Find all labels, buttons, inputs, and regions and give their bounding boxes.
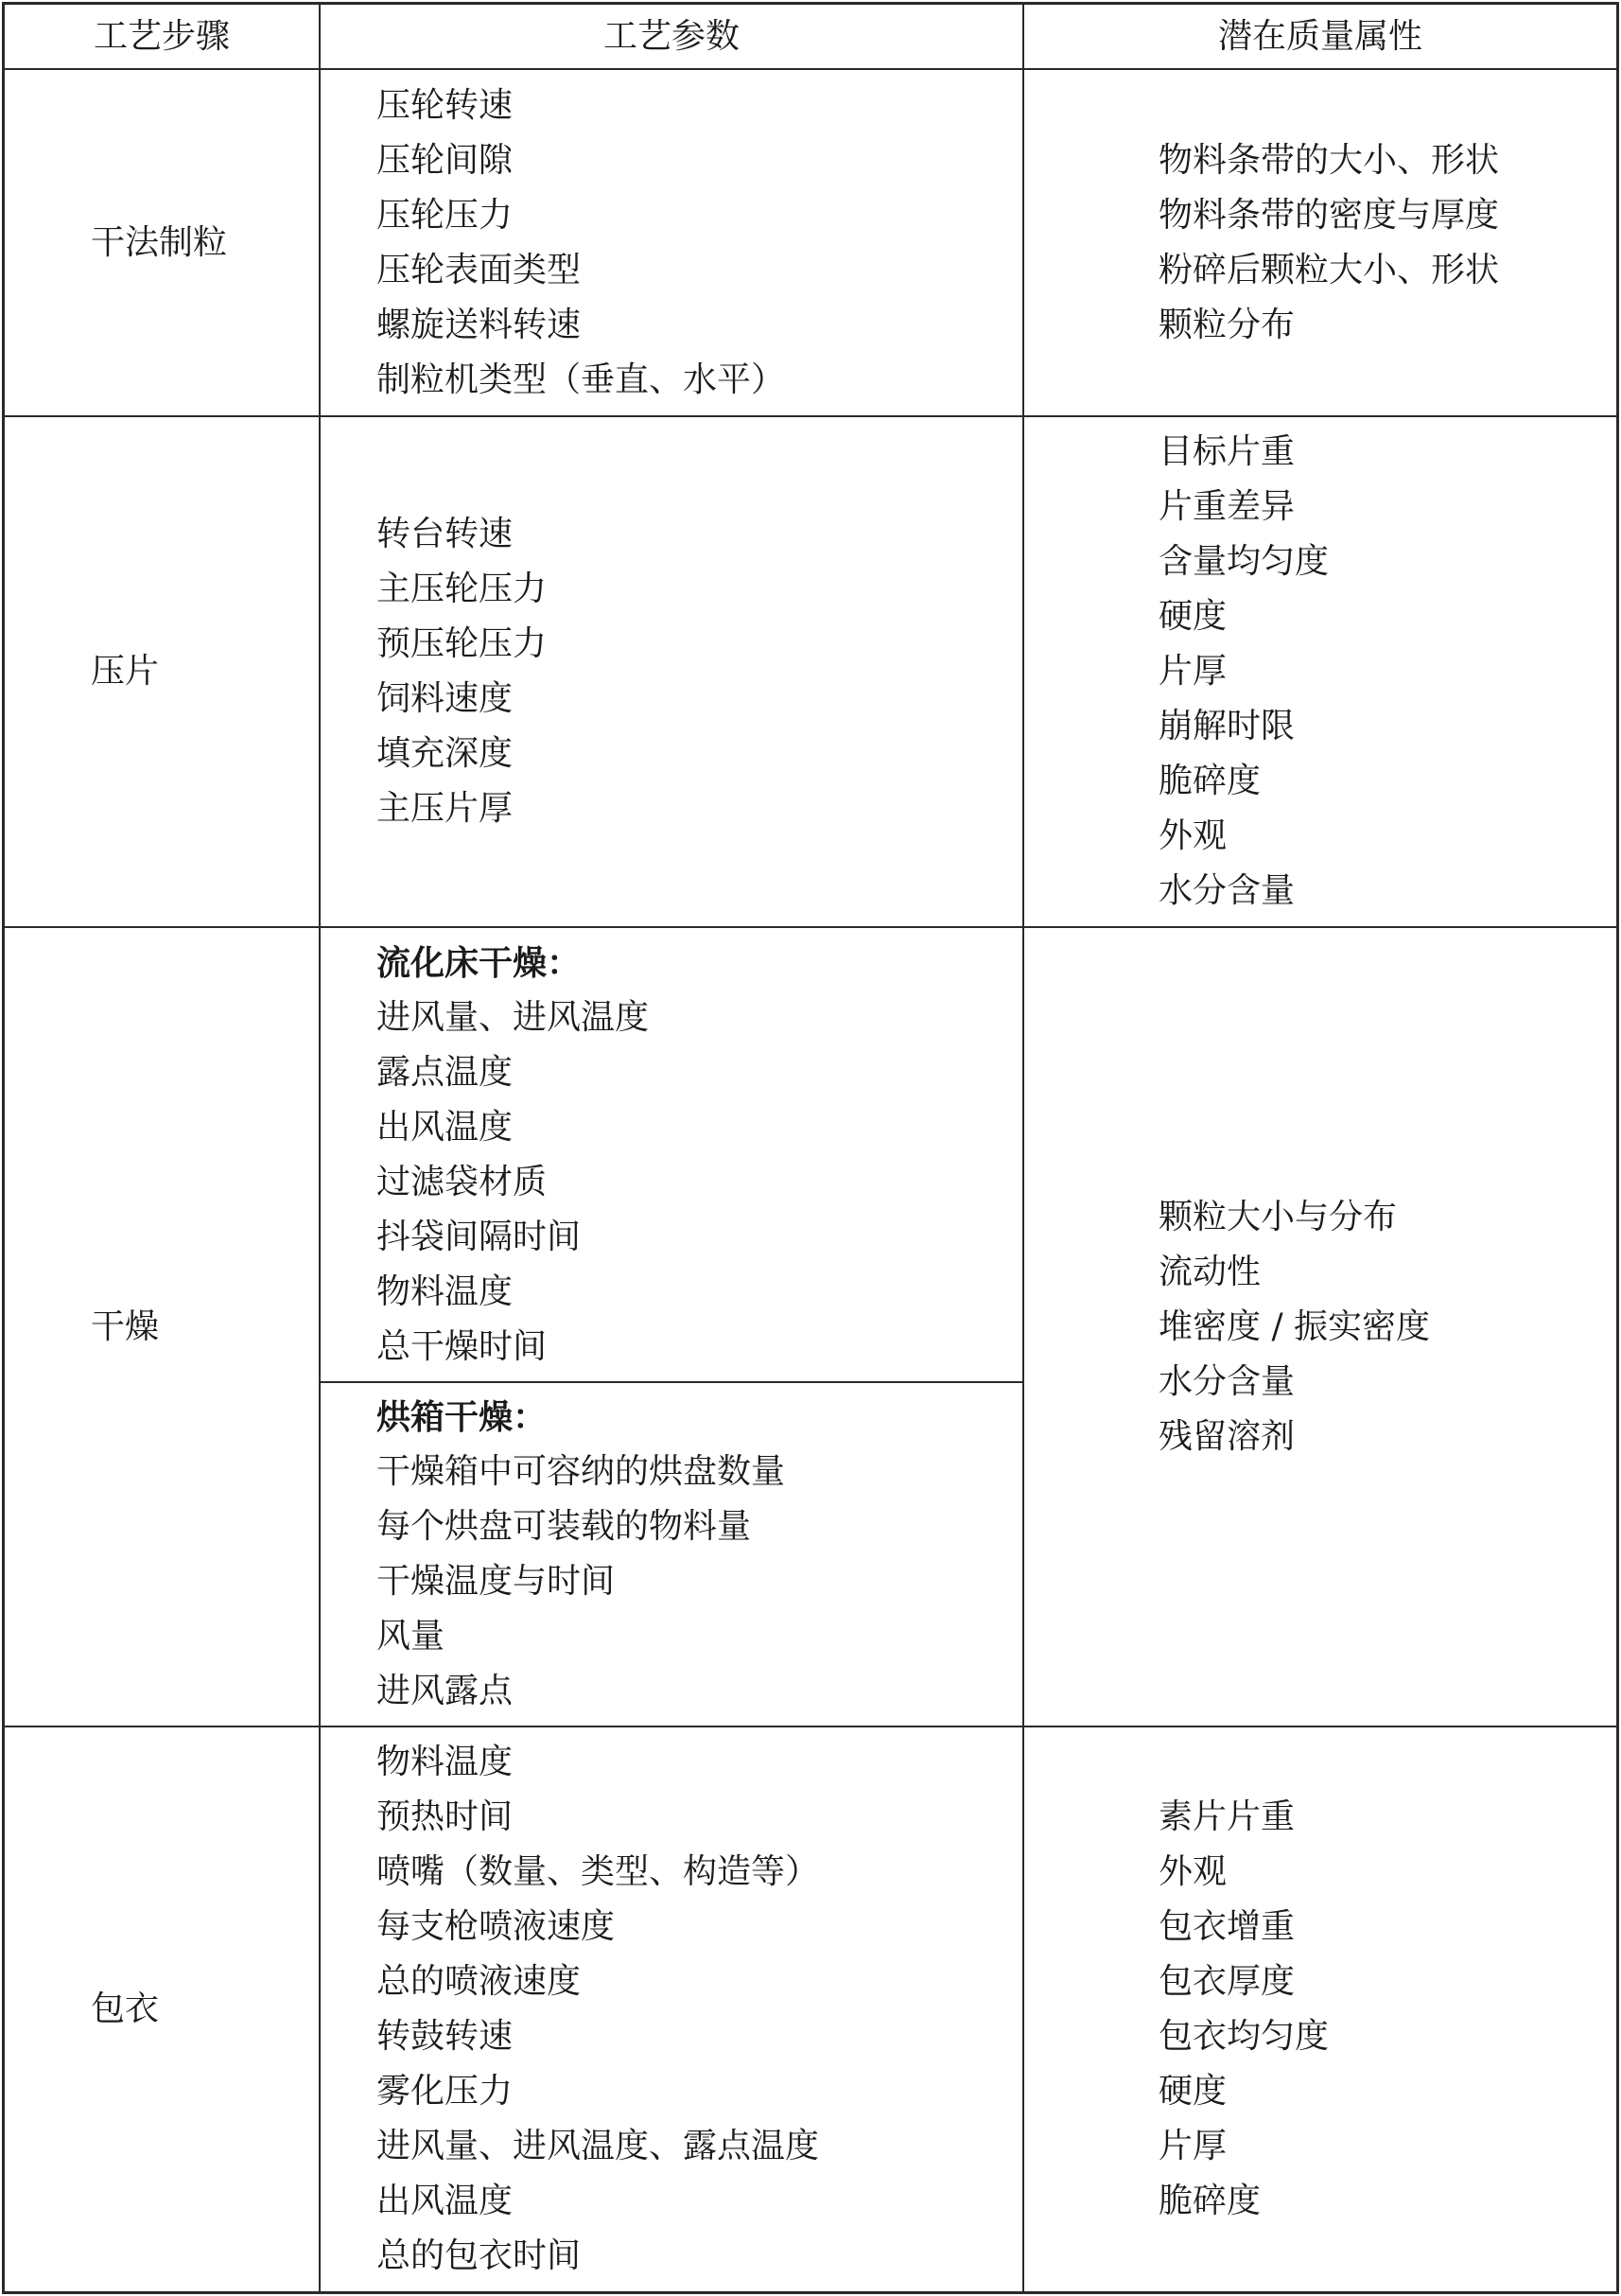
param-item: 主压片厚: [376, 789, 514, 828]
param-item: 预压轮压力: [376, 624, 548, 663]
param-item: 物料温度: [376, 1271, 514, 1311]
param-item: 转鼓转速: [376, 2017, 514, 2056]
row-params-fluid-bed-drying: [376, 928, 1020, 1381]
param-item: 出风温度: [376, 2182, 514, 2220]
row-step-coating: 包衣: [91, 1989, 160, 2028]
row-attributes-coating: [1159, 1727, 1612, 2291]
attribute-item: 片厚: [1159, 2127, 1228, 2165]
table-border-bottom: [2, 2291, 1619, 2294]
attribute-item: 硬度: [1159, 597, 1228, 636]
attribute-item: 流动性: [1159, 1252, 1262, 1291]
param-item: 压轮转速: [376, 85, 514, 125]
row-step-drying: 干燥: [91, 1306, 160, 1346]
row-params-coating: [376, 1727, 1020, 2291]
param-item: 总的喷液速度: [376, 1962, 582, 2001]
row-attributes-drying: [1159, 928, 1612, 1726]
attribute-item: 水分含量: [1159, 1361, 1296, 1401]
param-item: 每个烘盘可装载的物料量: [376, 1507, 752, 1546]
attribute-item: 堆密度 / 振实密度: [1159, 1306, 1431, 1346]
attribute-item: 外观: [1159, 1852, 1228, 1891]
attribute-item: 硬度: [1159, 2072, 1228, 2111]
param-item: 干燥温度与时间: [376, 1562, 616, 1601]
attribute-item: 包衣均匀度: [1159, 2017, 1330, 2056]
table-border-left: [2, 2, 5, 2294]
param-item: 转台转速: [376, 515, 514, 553]
param-item: 进风量、进风温度、露点温度: [376, 2127, 820, 2165]
row-params-oven-drying: [376, 1383, 1020, 1726]
attribute-item: 颗粒大小与分布: [1159, 1197, 1398, 1236]
attribute-item: 片重差异: [1159, 487, 1296, 526]
param-item: 总干燥时间: [376, 1326, 548, 1366]
param-group-heading: 烘箱干燥：: [376, 1397, 548, 1437]
row-step-tableting: 压片: [91, 652, 160, 691]
param-item: 压轮压力: [376, 195, 514, 235]
param-item: 风量: [376, 1617, 445, 1656]
row-params-dry-granulation: [376, 70, 1020, 415]
param-item: 干燥箱中可容纳的烘盘数量: [376, 1452, 786, 1491]
param-item: 总的包衣时间: [376, 2236, 582, 2275]
attribute-item: 物料条带的密度与厚度: [1159, 195, 1500, 235]
attribute-item: 包衣增重: [1159, 1907, 1296, 1946]
table-border-right: [1616, 2, 1619, 2294]
param-item: 物料温度: [376, 1743, 514, 1781]
attribute-item: 残留溶剂: [1159, 1416, 1296, 1456]
attribute-item: 崩解时限: [1159, 707, 1296, 745]
attribute-item: 脆碎度: [1159, 762, 1262, 800]
header-params: 工艺参数: [602, 16, 740, 56]
attribute-item: 颗粒分布: [1159, 305, 1296, 344]
param-item: 喷嘴（数量、类型、构造等）: [376, 1852, 820, 1891]
attribute-item: 含量均匀度: [1159, 542, 1330, 581]
param-item: 压轮表面类型: [376, 250, 582, 289]
row-step-dry-granulation: 干法制粒: [91, 222, 228, 262]
column-divider-1: [319, 2, 321, 2294]
header-step: 工艺步骤: [93, 16, 230, 56]
param-item: 填充深度: [376, 734, 514, 773]
param-item: 雾化压力: [376, 2072, 514, 2111]
param-item: 进风量、进风温度: [376, 997, 650, 1037]
param-item: 出风温度: [376, 1107, 514, 1147]
param-item: 螺旋送料转速: [376, 305, 582, 344]
attribute-item: 目标片重: [1159, 432, 1296, 471]
attribute-item: 包衣厚度: [1159, 1962, 1296, 2001]
param-item: 制粒机类型（垂直、水平）: [376, 359, 786, 399]
param-item: 露点温度: [376, 1052, 514, 1092]
row-attributes-dry-granulation: [1159, 70, 1612, 415]
attribute-item: 粉碎后颗粒大小、形状: [1159, 250, 1500, 289]
param-item: 主压轮压力: [376, 570, 548, 608]
attribute-item: 水分含量: [1159, 871, 1296, 910]
attribute-item: 物料条带的大小、形状: [1159, 140, 1500, 180]
param-item: 预热时间: [376, 1797, 514, 1836]
header-attributes: 潜在质量属性: [1217, 16, 1422, 56]
param-item: 压轮间隙: [376, 140, 514, 180]
column-divider-2: [1022, 2, 1024, 2294]
attribute-item: 片厚: [1159, 652, 1228, 691]
param-item: 饲料速度: [376, 679, 514, 718]
attribute-item: 外观: [1159, 816, 1228, 855]
param-item: 每支枪喷液速度: [376, 1907, 616, 1946]
attribute-item: 脆碎度: [1159, 2182, 1262, 2220]
row-attributes-tableting: [1159, 417, 1612, 926]
row-params-tableting: [376, 417, 1020, 926]
param-item: 过滤袋材质: [376, 1162, 548, 1201]
param-item: 抖袋间隔时间: [376, 1217, 582, 1256]
param-item: 进风露点: [376, 1672, 514, 1710]
attribute-item: 素片片重: [1159, 1797, 1296, 1836]
param-group-heading: 流化床干燥：: [376, 942, 582, 983]
